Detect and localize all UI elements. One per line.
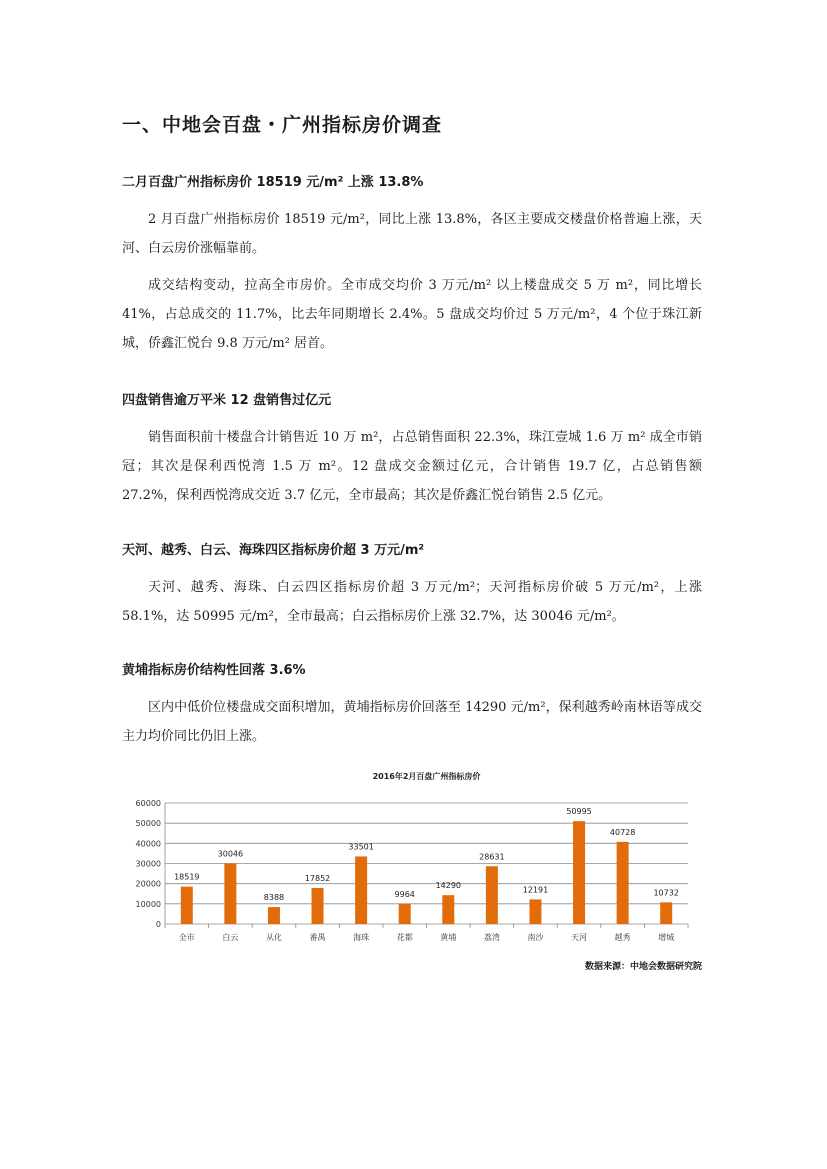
data-label: 17852 xyxy=(304,873,331,883)
bar-10 xyxy=(617,842,629,924)
chart-title: 2016年2月百盘广州指标房价 xyxy=(372,772,481,781)
source-note: 数据来源：中地会数据研究院 xyxy=(584,962,702,972)
data-label: 14290 xyxy=(435,881,462,891)
x-tick-label: 从化 xyxy=(265,933,282,942)
x-tick-label: 黄埔 xyxy=(440,933,457,942)
y-tick-label: 40000 xyxy=(135,839,161,849)
bar-chart xyxy=(122,768,702,968)
y-tick-label: 30000 xyxy=(135,859,161,869)
paragraph-sales: 销售面积前十楼盘合计销售近 10 万 m²，占总销售面积 22.3%，珠江壹城 1.6 万 m² 成全市销冠；其次是保利西悦湾 1.5 万 m²。12 盘成交金额过亿元，合计销售 19.7 亿，占总销售额 27.2%，保利西悦湾成交近 3.7 亿元，全市最高；其次是侨鑫汇悦台销售 2.5 亿元。 xyxy=(122,430,702,503)
bar-1 xyxy=(224,863,236,924)
data-label: 30046 xyxy=(217,849,244,859)
bar-chart-svg xyxy=(122,768,702,958)
y-tick-label: 50000 xyxy=(135,819,161,829)
bar-6 xyxy=(442,895,454,924)
bar-0 xyxy=(181,887,193,924)
x-tick-label: 越秀 xyxy=(614,933,631,942)
x-tick-label: 南沙 xyxy=(527,933,544,942)
bar-8 xyxy=(529,899,541,924)
page-title: 一、中地会百盘・广州指标房价调查 xyxy=(122,114,443,136)
y-tick-label: 10000 xyxy=(135,899,161,909)
data-label: 10732 xyxy=(653,888,679,898)
section-heading-price: 二月百盘广州指标房价 18519 元/m² 上涨 13.8% xyxy=(122,175,424,190)
x-tick-label: 海珠 xyxy=(353,933,370,942)
bar-5 xyxy=(399,904,411,924)
bar-7 xyxy=(486,866,498,924)
paragraph-price-overview: 2 月百盘广州指标房价 18519 元/m²，同比上涨 13.8%，各区主要成交楼盘价格普遍上涨，天河、白云房价涨幅靠前。 xyxy=(122,212,702,256)
bar-3 xyxy=(312,888,324,924)
data-label: 12191 xyxy=(522,885,549,895)
bar-11 xyxy=(660,902,672,924)
x-tick-label: 天河 xyxy=(571,933,588,942)
y-tick-label: 20000 xyxy=(135,879,161,889)
y-tick-label: 60000 xyxy=(135,799,161,808)
x-tick-label: 白云 xyxy=(222,933,239,942)
x-tick-label: 荔湾 xyxy=(483,933,500,942)
paragraph-structure-change: 成交结构变动，拉高全市房价。全市成交均价 3 万元/m² 以上楼盘成交 5 万 m²，同比增长 41%，占总成交的 11.7%，比去年同期增长 2.4%。5 盘成交均价过 5 万元/m²，4 个位于珠江新城，侨鑫汇悦台 9.8 万元/m² 居首。 xyxy=(122,278,702,351)
bar-4 xyxy=(355,856,367,924)
x-tick-label: 增城 xyxy=(658,933,675,942)
x-tick-label: 番禺 xyxy=(309,933,326,942)
data-label: 8388 xyxy=(263,893,285,903)
section-heading-huangpu: 黄埔指标房价结构性回落 3.6% xyxy=(122,663,306,678)
y-tick-label: 0 xyxy=(155,920,161,929)
data-label: 28631 xyxy=(479,852,505,862)
data-label: 9964 xyxy=(394,889,415,899)
paragraph-huangpu: 区内中低价位楼盘成交面积增加，黄埔指标房价回落至 14290 元/m²，保利越秀岭南林语等成交主力均价同比仍旧上涨。 xyxy=(122,700,702,744)
paragraph-districts: 天河、越秀、海珠、白云四区指标房价超 3 万元/m²；天河指标房价破 5 万元/m²，上涨 58.1%，达 50995 元/m²，全市最高；白云指标房价上涨 32.7%，达 30046 元/m²。 xyxy=(122,580,702,624)
x-tick-label: 花都 xyxy=(396,933,413,942)
data-label: 18519 xyxy=(174,872,200,882)
data-label: 33501 xyxy=(348,842,374,852)
section-heading-sales: 四盘销售逾万平米 12 盘销售过亿元 xyxy=(122,393,332,408)
bar-9 xyxy=(573,821,585,924)
data-label: 40728 xyxy=(609,827,636,837)
x-tick-label: 全市 xyxy=(178,933,195,942)
data-label: 50995 xyxy=(566,807,592,817)
bar-2 xyxy=(268,907,280,924)
section-heading-districts: 天河、越秀、白云、海珠四区指标房价超 3 万元/m² xyxy=(122,543,425,558)
